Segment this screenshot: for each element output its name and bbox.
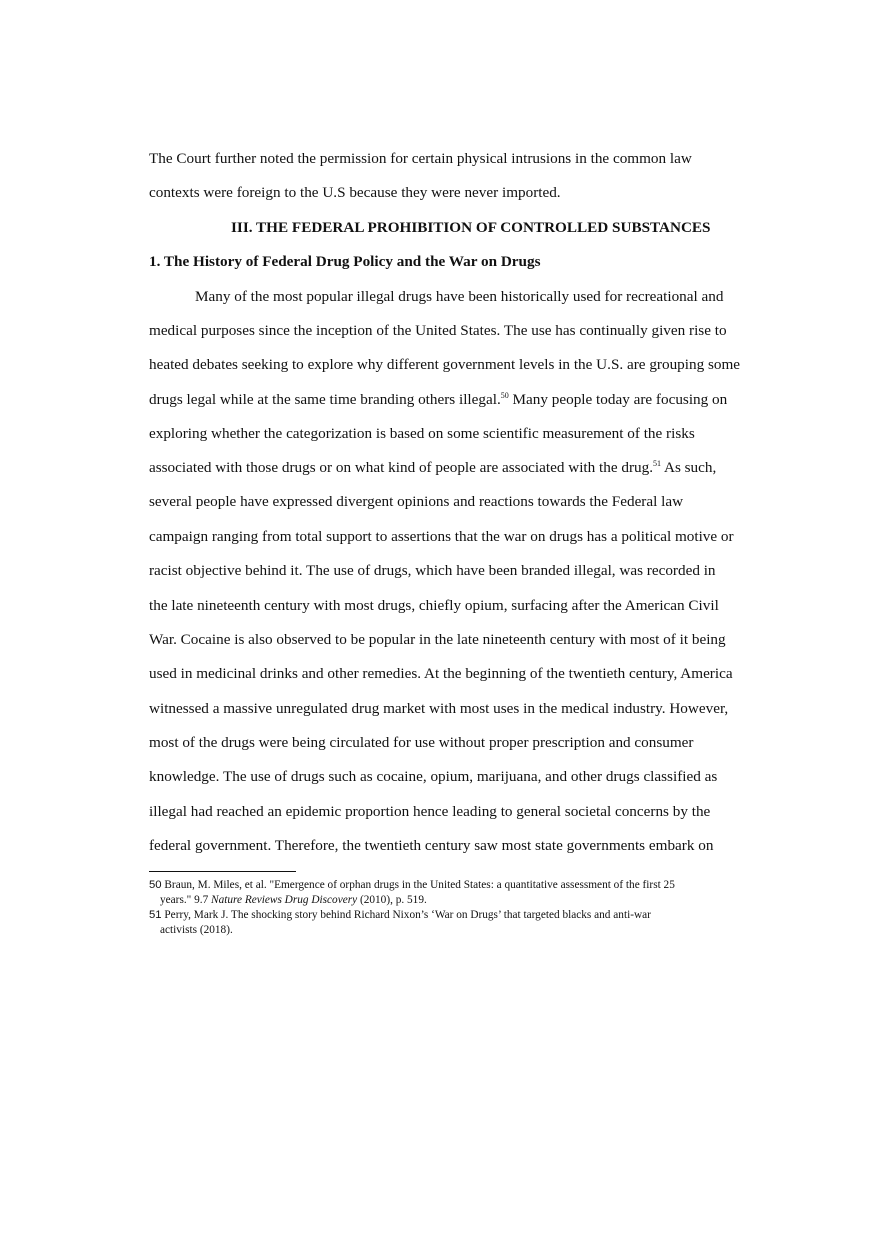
- body-text-segment: associated with those drugs or on what kind of people are associated with the drug.: [149, 459, 654, 476]
- footnote-50-continued: [160, 893, 427, 908]
- body-text-line: most of the drugs were being circulated for use without proper prescription and consumer: [149, 734, 694, 751]
- body-text-line: several people have expressed divergent opinions and reactions towards the Federal law: [149, 493, 684, 510]
- body-text-line: knowledge. The use of drugs such as cocaine, opium, marijuana, and other drugs classified as: [149, 768, 718, 785]
- body-text-line: illegal had reached an epidemic proportion hence leading to general societal concerns by the: [149, 803, 711, 820]
- footnote-number: 50: [149, 879, 162, 891]
- footnote-text: activists (2018).: [160, 924, 233, 936]
- body-text-line: federal government. Therefore, the twentieth century saw most state governments embark on: [149, 837, 714, 854]
- footnote-text: years." 9.7: [160, 894, 212, 906]
- footnote-text: (2010), p. 519.: [357, 894, 427, 906]
- body-text-line: campaign ranging from total support to assertions that the war on drugs has a political motive or: [149, 528, 734, 545]
- footnote-separator: [149, 871, 296, 872]
- footnote-51-continued: [160, 923, 233, 938]
- body-text-line: used in medicinal drinks and other remedies. At the beginning of the twentieth century, America: [149, 665, 733, 682]
- body-text-segment: As such,: [661, 459, 717, 476]
- body-text-line: [149, 390, 727, 410]
- footnote-text: Braun, M. Miles, et al. "Emergence of orphan drugs in the United States: a quantitative assessment of the first 25: [161, 879, 675, 891]
- section-heading: III. THE FEDERAL PROHIBITION OF CONTROLLED SUBSTANCES: [231, 219, 711, 236]
- body-text-line: racist objective behind it. The use of drugs, which have been branded illegal, was recorded in: [149, 562, 716, 579]
- body-text-line: The Court further noted the permission for certain physical intrusions in the common law: [149, 150, 692, 167]
- body-text-line: Many of the most popular illegal drugs have been historically used for recreational and: [195, 288, 724, 305]
- body-text-segment: drugs legal while at the same time branding others illegal.: [149, 391, 501, 408]
- footnote-number: 51: [149, 909, 162, 921]
- footnote-ref-50[interactable]: 50: [500, 390, 509, 400]
- body-text-line: War. Cocaine is also observed to be popular in the late nineteenth century with most of it being: [149, 631, 726, 648]
- subsection-heading: 1. The History of Federal Drug Policy and the War on Drugs: [149, 253, 541, 270]
- body-text-line: [149, 458, 716, 478]
- body-text-line: heated debates seeking to explore why different government levels in the U.S. are grouping some: [149, 356, 741, 373]
- footnote-text: Perry, Mark J. The shocking story behind Richard Nixon’s ‘War on Drugs’ that targeted blacks and anti-war: [161, 909, 651, 921]
- footnote-51: [149, 908, 651, 923]
- body-text-line: the late nineteenth century with most drugs, chiefly opium, surfacing after the American Civil: [149, 597, 719, 614]
- footnote-ref-51[interactable]: 51: [653, 458, 662, 468]
- footnote-journal-title: Nature Reviews Drug Discovery: [211, 894, 358, 906]
- body-text-line: medical purposes since the inception of the United States. The use has continually given rise to: [149, 322, 727, 339]
- body-text-line: witnessed a massive unregulated drug market with most uses in the medical industry. However,: [149, 700, 729, 717]
- body-text-line: exploring whether the categorization is based on some scientific measurement of the risks: [149, 425, 695, 442]
- body-text-segment: Many people today are focusing on: [508, 391, 728, 408]
- footnote-50: [149, 878, 675, 893]
- body-text-line: contexts were foreign to the U.S because they were never imported.: [149, 184, 561, 201]
